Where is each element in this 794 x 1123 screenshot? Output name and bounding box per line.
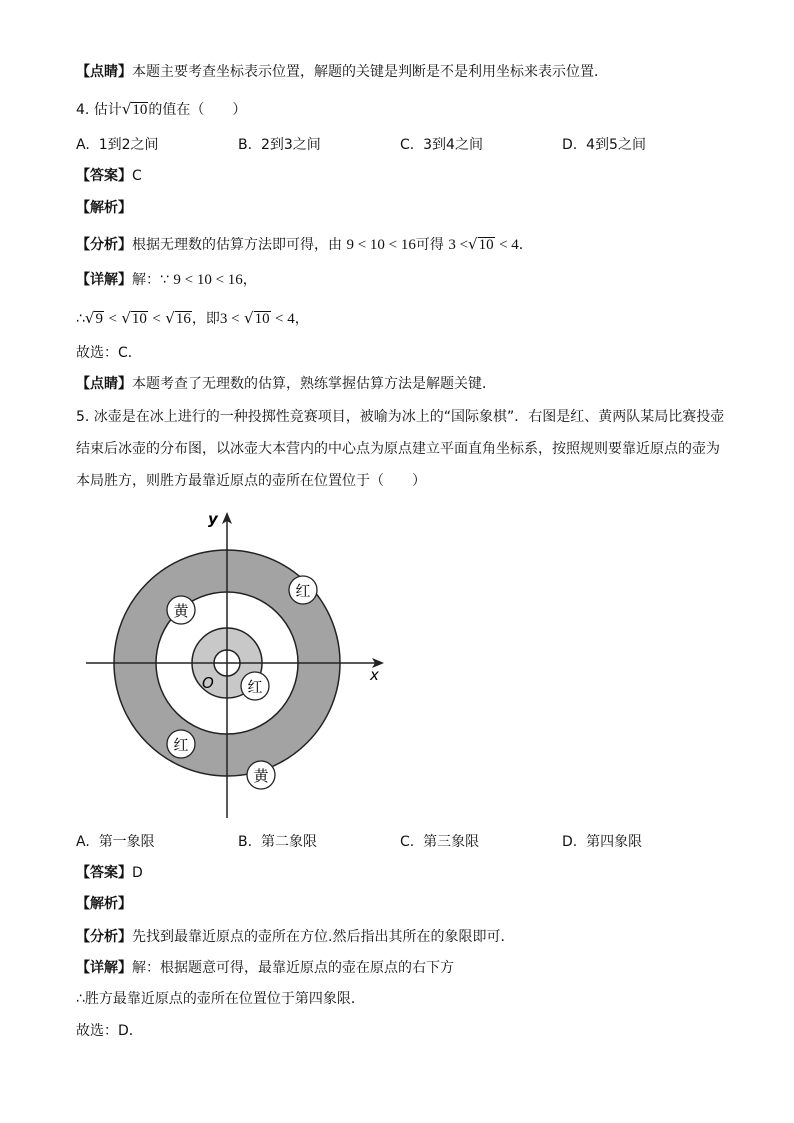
- answer-label: 【答案】: [76, 865, 132, 881]
- less-than: <: [108, 311, 117, 327]
- radical-sign: √: [121, 100, 132, 118]
- less-than: <: [152, 311, 161, 327]
- analysis-mid: 可得: [415, 237, 444, 253]
- stone-label: 红: [247, 678, 263, 696]
- comment-text: 本题考查了无理数的估算，熟练掌握估算方法是解题关键．: [132, 376, 496, 392]
- option-text: 2到3之间: [260, 137, 321, 153]
- answer-value: D: [132, 865, 143, 881]
- option-letter: C.: [400, 137, 415, 153]
- detail-text: 解：根据题意可得，最靠近原点的壶在原点的右下方: [132, 960, 454, 976]
- analysis-radicand: 10: [478, 237, 494, 253]
- stone-yellow-1: [167, 596, 195, 624]
- y-axis-label: y: [208, 510, 218, 528]
- stone-label: 黄: [253, 767, 269, 785]
- stone-red-2: [241, 672, 269, 700]
- option-letter: D.: [562, 834, 578, 850]
- q5-detail: [76, 958, 454, 978]
- upper-bound: < 4: [275, 311, 295, 327]
- detail-end: ，: [242, 272, 257, 288]
- q4-jiexi: 【解析】: [76, 200, 132, 216]
- option-text: 1到2之间: [98, 137, 159, 153]
- q5-jiexi: 【解析】: [76, 896, 132, 912]
- q4-option-c[interactable]: [400, 135, 483, 155]
- analysis-left: 3 <: [448, 237, 469, 253]
- q5-option-b[interactable]: [238, 832, 317, 852]
- option-letter: B.: [238, 834, 253, 850]
- analysis-inequality: 9 < 10 < 16: [346, 237, 416, 253]
- ji-text: ，即: [191, 311, 220, 327]
- comment-text: 本题主要考查坐标表示位置，解题的关键是判断是不是利用坐标来表示位置．: [132, 64, 608, 80]
- lower-bound: 3 <: [219, 311, 240, 327]
- option-text: 3到4之间: [423, 137, 483, 153]
- q4-number: 4. 估计: [76, 102, 122, 118]
- option-letter: C.: [400, 834, 415, 850]
- option-text: 第二象限: [260, 834, 317, 850]
- q4-answer: [76, 166, 142, 186]
- option-text: 第一象限: [98, 834, 155, 850]
- analysis-right: < 4: [499, 237, 519, 253]
- comma: ，: [294, 311, 309, 327]
- radical-sign: √: [165, 309, 175, 327]
- radicand-10: 10: [254, 311, 270, 327]
- radicand-16: 16: [175, 311, 191, 327]
- answer-value: C: [132, 168, 142, 184]
- q4-tail: 的值在（ ）: [148, 102, 247, 118]
- stone-red-1: [289, 576, 317, 604]
- stone-yellow-2: [247, 761, 275, 789]
- analysis-text: 先找到最靠近原点的壶所在方位.然后指出其所在的象限即可．: [132, 929, 515, 945]
- x-axis-label: x: [370, 666, 379, 684]
- option-letter: A.: [76, 834, 90, 850]
- q4-choose: 故选：C．: [76, 345, 142, 361]
- option-letter: B.: [238, 137, 253, 153]
- q5-therefore: ∴胜方最靠近原点的壶所在位置位于第四象限．: [76, 991, 365, 1007]
- detail-inequality: 9 < 10 < 16: [173, 272, 243, 288]
- radical-sign: √: [468, 235, 478, 253]
- analysis-label: 【分析】: [76, 929, 132, 945]
- q4-detail: [76, 270, 257, 290]
- option-text: 4到5之间: [586, 137, 646, 153]
- stone-label: 红: [295, 582, 311, 600]
- q5-option-c[interactable]: [400, 832, 479, 852]
- comment-label: 【点睛】: [76, 376, 132, 392]
- answer-label: 【答案】: [76, 168, 132, 184]
- detail-label: 【详解】: [76, 272, 132, 288]
- origin-label: O: [202, 674, 214, 692]
- radical-sign: √: [84, 309, 95, 327]
- q4-analysis: [76, 234, 533, 255]
- option-letter: A.: [76, 137, 90, 153]
- option-letter: D.: [562, 137, 578, 153]
- analysis-label: 【分析】: [76, 237, 132, 253]
- detail-text: 解：∵: [132, 272, 169, 288]
- q5-analysis: [76, 927, 514, 947]
- q5-choose: 故选：D．: [76, 1023, 143, 1039]
- stone-label: 红: [173, 736, 189, 754]
- radical-sign: √: [121, 309, 131, 327]
- stone-label: 黄: [173, 602, 189, 620]
- q4-radicand: 10: [132, 102, 148, 118]
- radicand-9: 9: [95, 311, 103, 327]
- q4-comment: [76, 374, 496, 394]
- therefore-sign: ∴: [76, 311, 85, 327]
- detail-label: 【详解】: [76, 960, 132, 976]
- q4-therefore: [76, 308, 309, 329]
- option-text: 第三象限: [423, 834, 480, 850]
- q4-stem: [76, 99, 246, 120]
- q5-option-d[interactable]: [562, 832, 642, 852]
- q5-stem: 5. 冰壶是在冰上进行的一种投掷性竞赛项目，被喻为冰上的“国际象棋”．右图是红、黄两队某局比赛投壶结束后冰壶的分布图，以冰壶大本营内的中心点为原点建立平面直角坐标系，按照规则要靠近原点的壶为本局胜方，则胜方最靠近原点的壶所在位置位于（ ）: [76, 409, 725, 489]
- q5-option-a[interactable]: [76, 832, 155, 852]
- option-text: 第四象限: [586, 834, 643, 850]
- q4-option-b[interactable]: [238, 135, 321, 155]
- analysis-text: 根据无理数的估算方法即可得，由: [132, 237, 342, 253]
- curling-figure: [0, 498, 794, 838]
- analysis-end: ．: [518, 237, 533, 253]
- q5-answer: [76, 863, 143, 883]
- q4-option-d[interactable]: [562, 135, 646, 155]
- radicand-10: 10: [131, 311, 147, 327]
- prev-comment: [76, 62, 608, 82]
- q4-option-a[interactable]: [76, 135, 159, 155]
- radical-sign: √: [244, 309, 254, 327]
- stone-red-3: [167, 730, 195, 758]
- comment-label: 【点睛】: [76, 64, 132, 80]
